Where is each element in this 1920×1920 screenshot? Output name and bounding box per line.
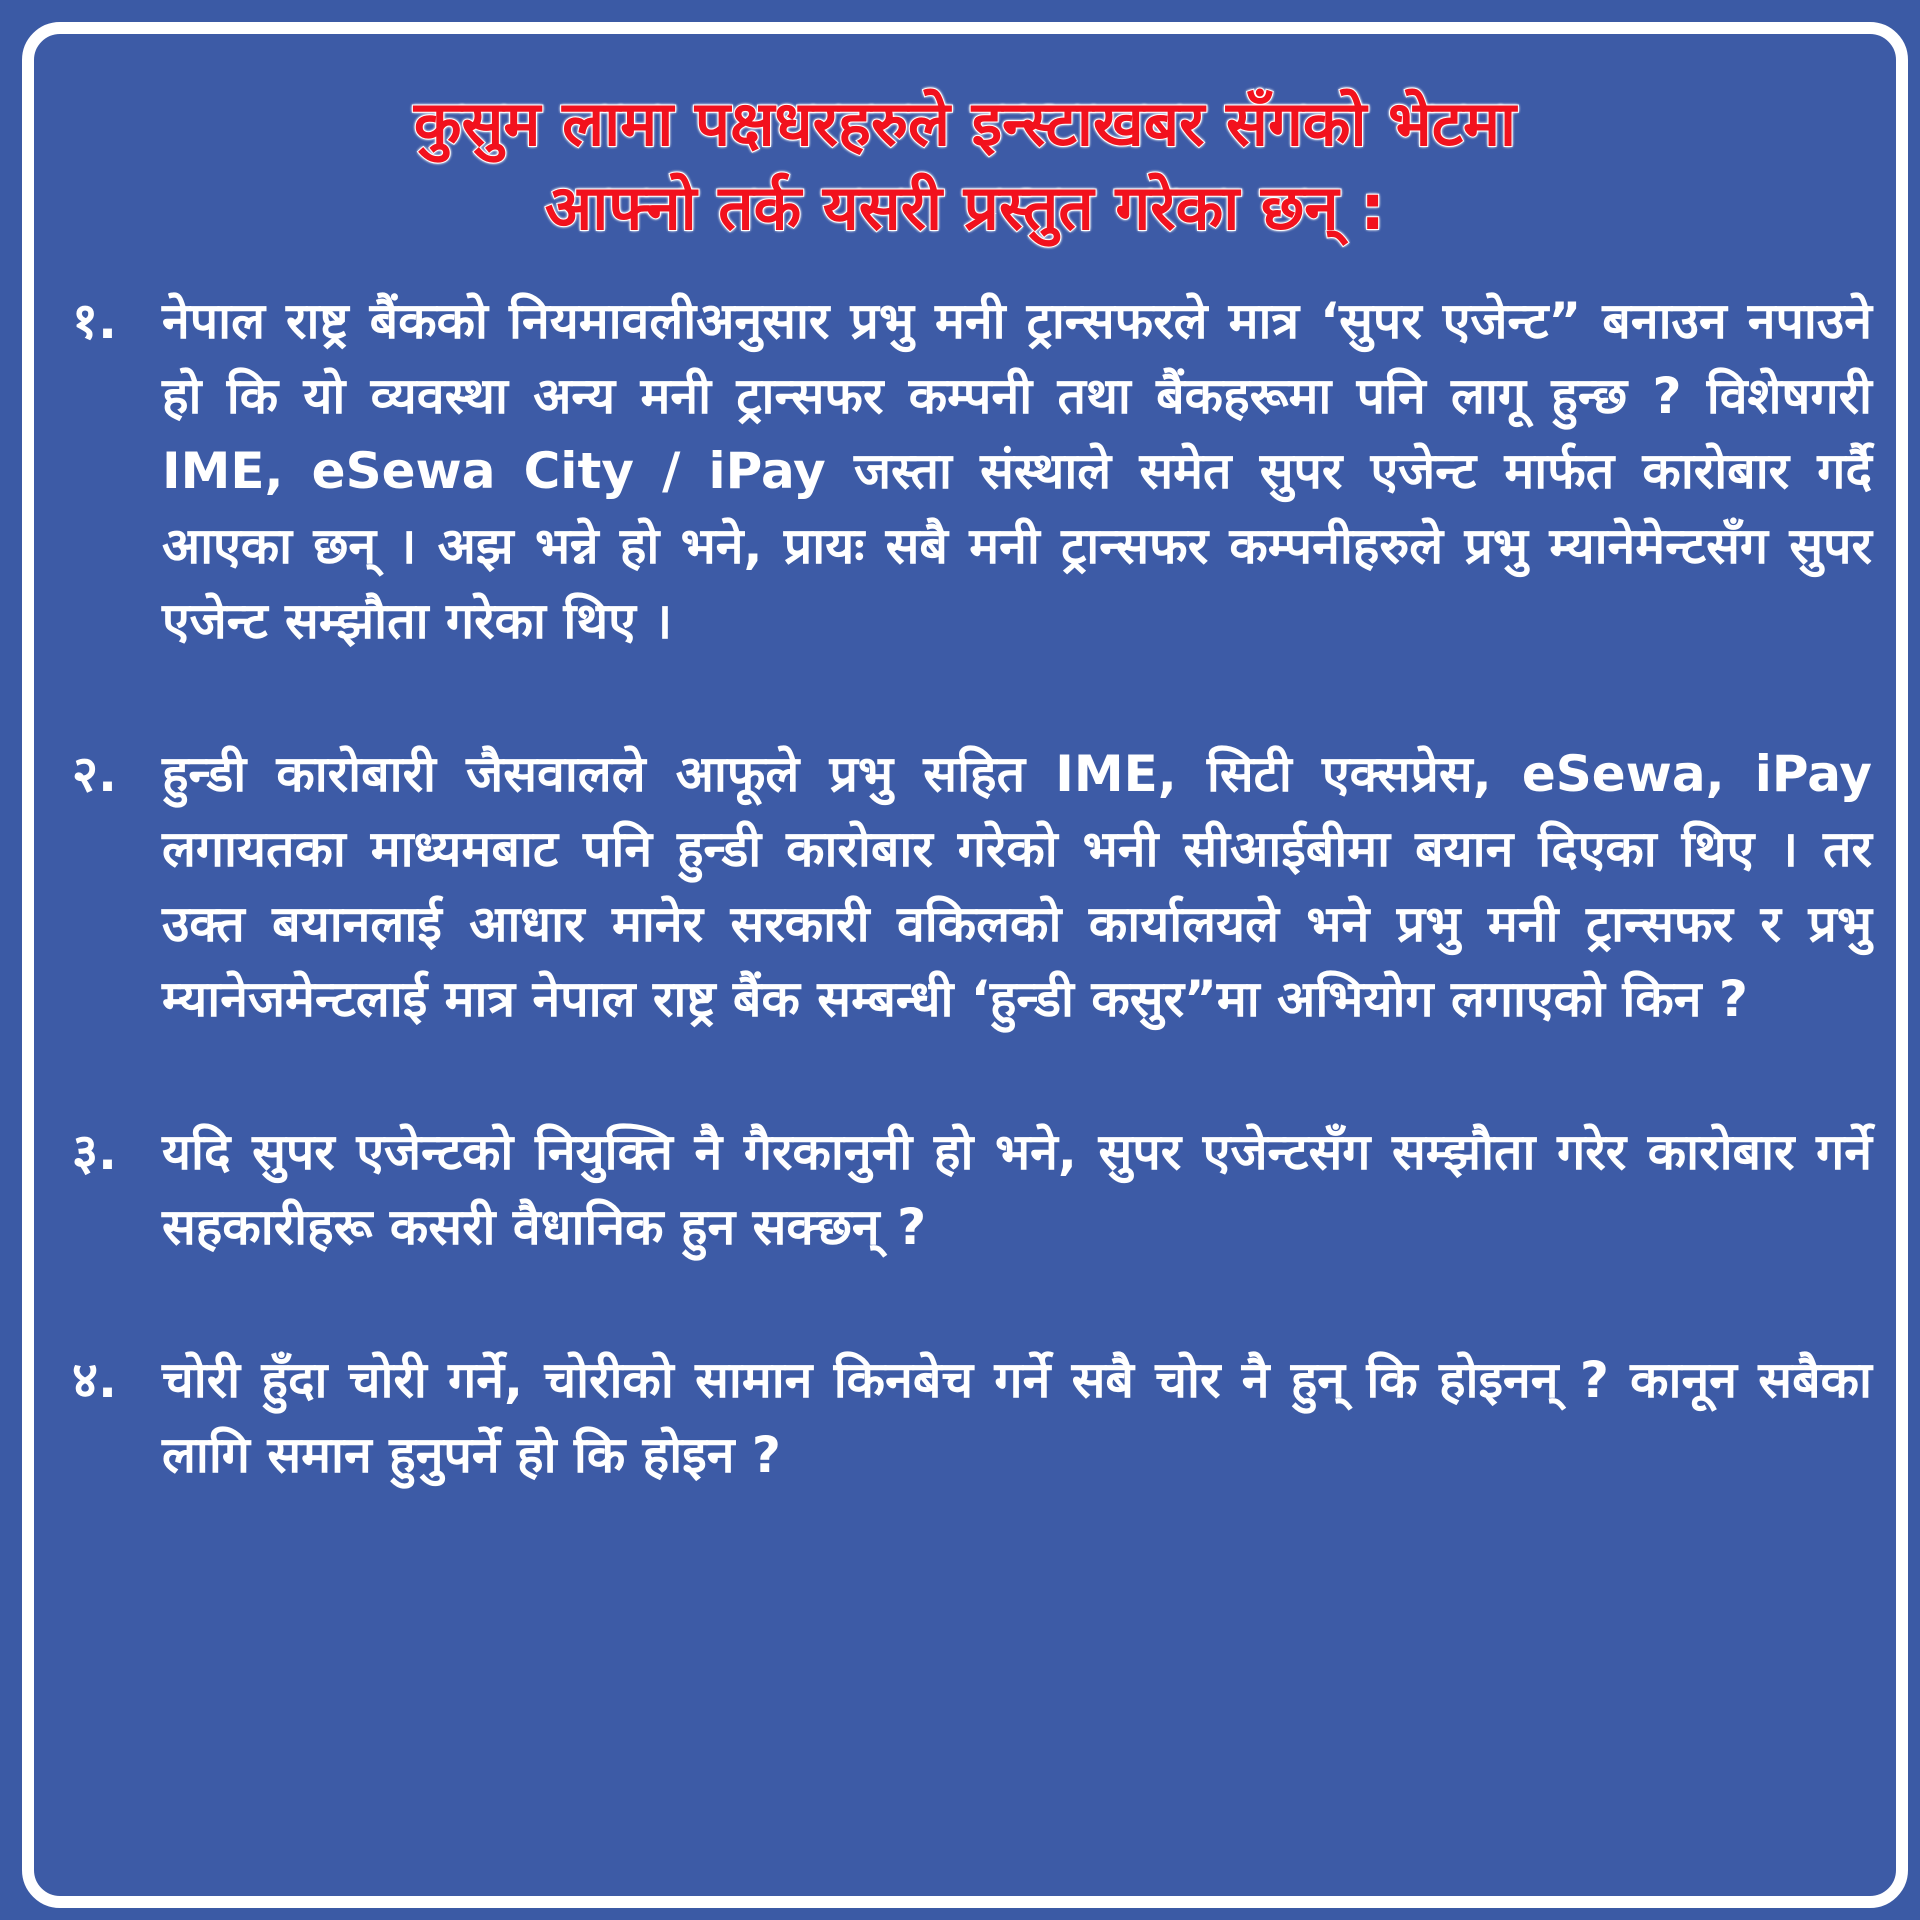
argument-number: ४. [72,1351,117,1409]
argument-number: ३. [72,1123,117,1181]
title-line-1: कुसुम लामा पक्षधरहरुले इन्स्टाखबर सँगको भेटमा [413,87,1517,160]
poster-frame [22,22,1908,1908]
argument-text: चोरी हुँदा चोरी गर्ने, चोरीको सामान किनबेच गर्ने सबै चोर नै हुन् कि होइनन् ? कानून सबैका लागि समान हुनुपर्ने हो कि होइन ? [162,1351,1872,1484]
argument-text: यदि सुपर एजेन्टको नियुक्ति नै गैरकानुनी हो भने, सुपर एजेन्टसँग सम्झौता गरेर कारोबार गर्ने सहकारीहरू कसरी वैधानिक हुन सक्छन् ? [162,1123,1872,1256]
argument-list [72,284,1872,1571]
argument-item-3 [72,1115,1872,1265]
title-line-2: आफ्नो तर्क यसरी प्रस्तुत गरेका छन् : [544,171,1386,244]
argument-item-1 [72,284,1872,659]
argument-number: १. [72,292,117,350]
argument-item-2 [72,737,1872,1037]
argument-text: नेपाल राष्ट्र बैंकको नियमावलीअनुसार प्रभु मनी ट्रान्सफरले मात्र ‘सुपर एजेन्ट” बनाउन नपाउने हो कि यो व्यवस्था अन्य मनी ट्रान्सफर कम्पनी तथा बैंकहरूमा पनि लागू हुन्छ ? विशेषगरी IME, eSewa City / iPay जस्ता संस्थाले समेत सुपर एजेन्ट मार्फत कारोबार गर्दै आएका छन् । अझ भन्ने हो भने, प्रायः सबै मनी ट्रान्सफर कम्पनीहरुले प्रभु म्यानेमेन्टसँग सुपर एजेन्ट सम्झौता गरेका थिए । [162,292,1872,650]
argument-text: हुन्डी कारोबारी जैसवालले आफूले प्रभु सहित IME, सिटी एक्सप्रेस, eSewa, iPay लगायतका माध्यमबाट पनि हुन्डी कारोबार गरेको भनी सीआईबीमा बयान दिएका थिए । तर उक्त बयानलाई आधार मानेर सरकारी वकिलको कार्यालयले भने प्रभु मनी ट्रान्सफर र प्रभु म्यानेजमेन्टलाई मात्र नेपाल राष्ट्र बैंक सम्बन्धी ‘हुन्डी कसुर”मा अभियोग लगाएको किन ? [162,745,1872,1028]
poster-title [34,82,1896,250]
argument-item-4 [72,1343,1872,1493]
argument-number: २. [72,745,117,803]
